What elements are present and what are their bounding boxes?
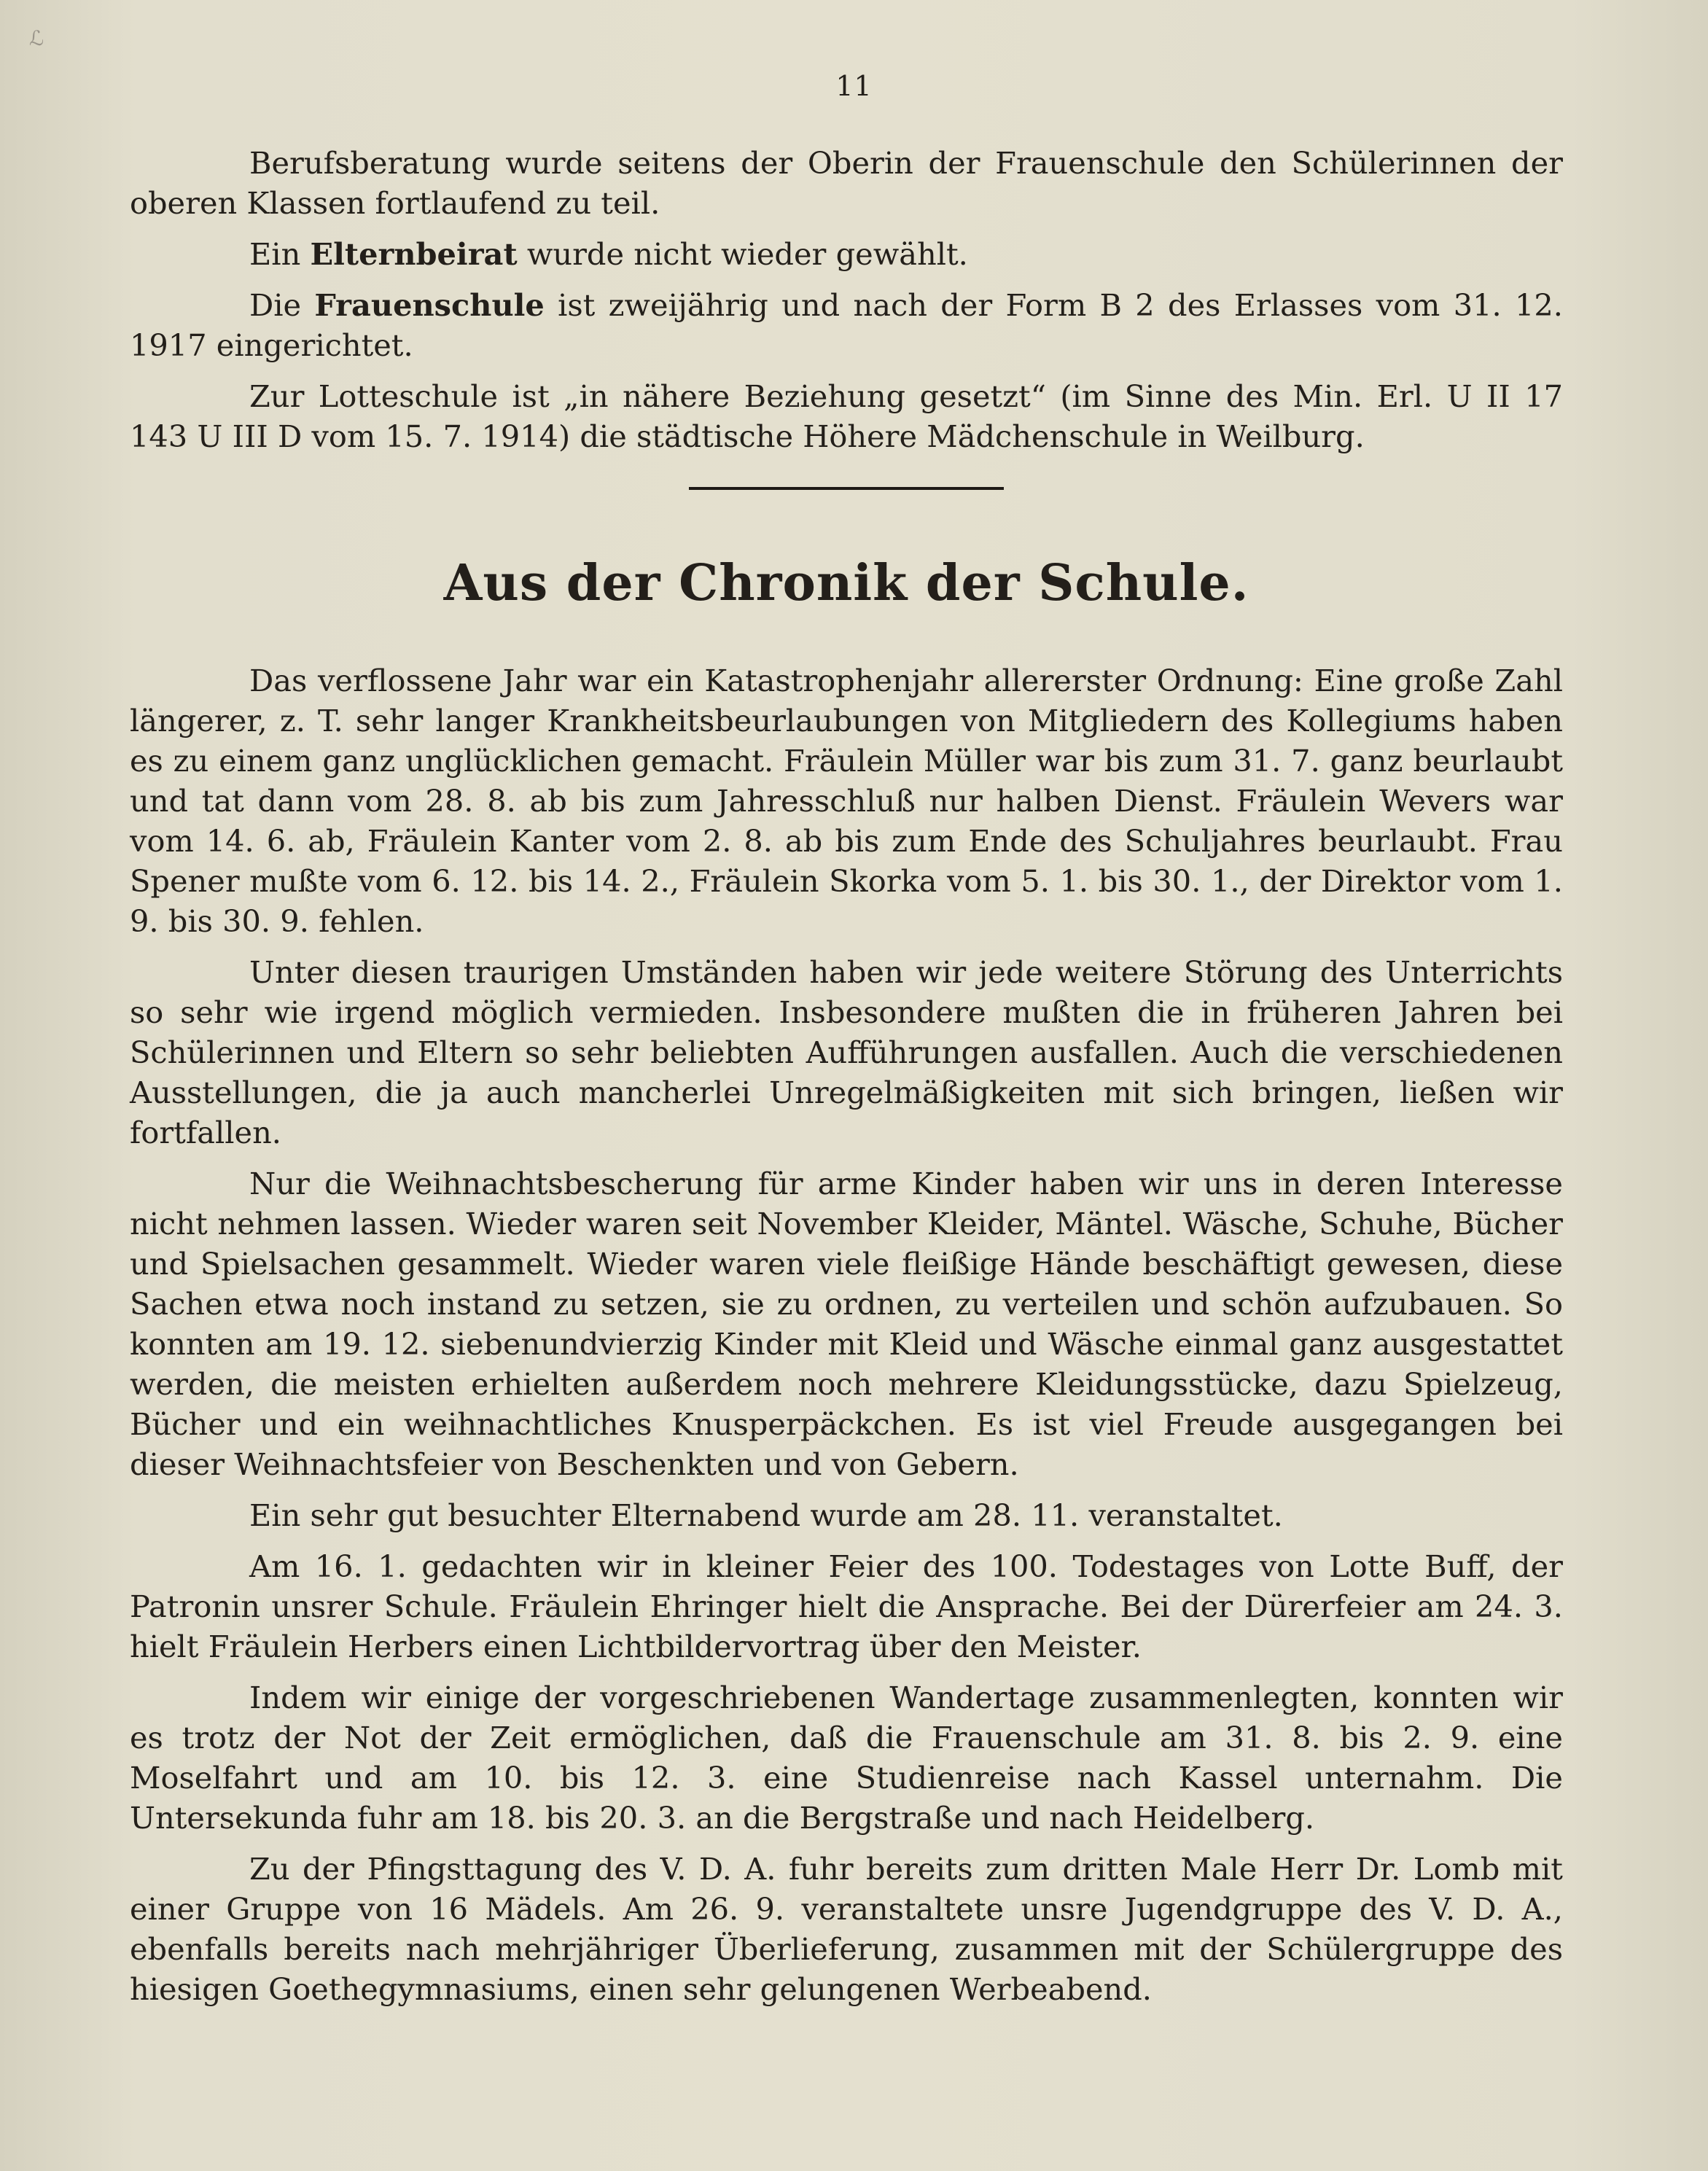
text-segment: ist zweijährig und nach der Form B 2 des Erlasses vom 31. 12. 1917 eingerichtet. [130,287,1564,363]
pencil-mark: ℒ [29,26,44,50]
bold-term-elternbeirat: Elternbeirat [310,236,518,272]
text-segment: Die [249,287,315,323]
paragraph-berufsberatung: Berufsberatung wurde seitens der Oberin der Frauenschule den Schülerinnen der oberen Klassen fortlaufend zu teil. [130,145,1563,221]
page-content [130,143,1563,2020]
text-segment: Ein [249,236,311,272]
chronik-paragraph: Am 16. 1. gedachten wir in kleiner Feier des 100. Todestages von Lotte Buff, der Patronin unsrer Schule. Fräulein Ehringer hielt die Ansprache. Bei der Dürerfeier am 24. 3. hielt Fräulein Herbers einen Lichtbildervortrag über den Meister. [130,1548,1563,1664]
chronik-paragraph: Nur die Weihnachtsbescherung für arme Kinder haben wir uns in deren Interesse nicht nehmen lassen. Wieder waren seit November Kleider, Mäntel. Wäsche, Schuhe, Bücher und Spielsachen gesammelt. Wieder waren viele fleißige Hände beschäftigt gewesen, diese Sachen etwa noch instand zu setzen, sie zu ordnen, zu verteilen und schön aufzubauen. So konnten am 19. 12. siebenundvierzig Kinder mit Kleid und Wäsche einmal ganz ausgestattet werden, die meisten erhielten außerdem noch mehrere Kleidungsstücke, dazu Spielzeug, Bücher und ein weihnachtliches Knusperpäckchen. Es ist viel Freude ausgegangen bei dieser Weihnachtsfeier von Beschenkten und von Gebern. [130,1166,1563,1482]
page-number: 11 [835,70,873,102]
bold-term-frauenschule: Frauenschule [314,287,545,323]
chronik-paragraph: Das verflossene Jahr war ein Katastrophenjahr allererster Ordnung: Eine große Zahl längerer, z. T. sehr langer Krankheitsbeurlaubungen von Mitgliedern des Kollegiums haben es zu einem ganz unglücklichen gemacht. Fräulein Müller war bis zum 31. 7. ganz beurlaubt und tat dann vom 28. 8. ab bis zum Jahresschluß nur halben Dienst. Fräulein Wevers war vom 14. 6. ab, Fräulein Kanter vom 2. 8. ab bis zum Ende des Schuljahres beurlaubt. Frau Spener mußte vom 6. 12. bis 14. 2., Fräulein Skorka vom 5. 1. bis 30. 1., der Direktor vom 1. 9. bis 30. 9. fehlen. [130,663,1563,939]
section-title: Aus der Chronik der Schule. [443,554,1249,612]
paragraph-elternbeirat [130,234,1563,274]
chronik-paragraph: Unter diesen traurigen Umständen haben wir jede weitere Störung des Unterrichts so sehr wie irgend möglich vermieden. Insbesondere mußten die in früheren Jahren bei Schülerinnen und Eltern so sehr beliebten Aufführungen ausfallen. Auch die verschiedenen Ausstellungen, die ja auch mancherlei Unregelmäßigkeiten mit sich bringen, ließen wir fortfallen. [130,954,1563,1150]
chronik-paragraph: Indem wir einige der vorgeschriebenen Wandertage zusammenlegten, konnten wir es trotz der Not der Zeit ermöglichen, daß die Frauenschule am 31. 8. bis 2. 9. eine Moselfahrt und am 10. bis 12. 3. eine Studienreise nach Kassel unternahm. Die Untersekunda fuhr am 18. bis 20. 3. an die Bergstraße und nach Heidelberg. [130,1680,1563,1836]
paragraph-frauenschule [130,285,1563,365]
chronik-paragraph: Zu der Pfingsttagung des V. D. A. fuhr bereits zum dritten Male Herr Dr. Lomb mit einer Gruppe von 16 Mädels. Am 26. 9. veranstaltete unsre Jugendgruppe des V. D. A., ebenfalls bereits nach mehrjähriger Überlieferung, zusammen mit der Schülergruppe des hiesigen Goethegymnasiums, einen sehr gelungenen Werbeabend. [130,1851,1563,2007]
chronik-paragraph: Ein sehr gut besuchter Elternabend wurde am 28. 11. veranstaltet. [249,1497,1283,1533]
section-divider [689,487,1004,490]
paragraph-lotteschule: Zur Lotteschule ist „in nähere Beziehung gesetzt“ (im Sinne des Min. Erl. U II 17 143 U III D vom 15. 7. 1914) die städtische Höhere Mädchenschule in Weilburg. [130,378,1563,454]
text-segment: wurde nicht wieder gewählt. [517,236,968,272]
